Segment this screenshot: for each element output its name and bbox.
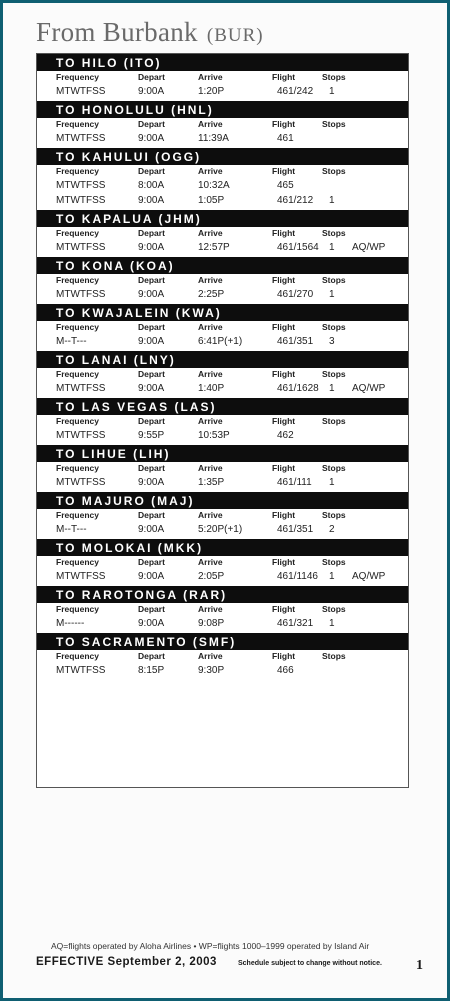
- route-section: [37, 304, 408, 351]
- flight-note: AQ/WP: [352, 571, 386, 582]
- column-header-frequency: Frequency: [56, 604, 99, 614]
- flight-row: [37, 180, 408, 195]
- flight-flight: 461/1564: [277, 242, 319, 253]
- column-header-stops: Stops: [322, 275, 346, 285]
- page-title: [36, 17, 264, 48]
- column-header-depart: Depart: [138, 557, 165, 567]
- route-heading: TO MAJURO (MAJ): [37, 492, 408, 509]
- flight-flight: 461: [277, 133, 294, 144]
- column-header-arrive: Arrive: [198, 166, 223, 176]
- schedule-disclaimer: Schedule subject to change without notice.: [238, 960, 382, 967]
- flight-frequency: MTWTFSS: [56, 242, 106, 253]
- flight-arrive: 5:20P(+1): [198, 524, 243, 535]
- column-header-stops: Stops: [322, 228, 346, 238]
- route-heading: TO HILO (ITO): [37, 54, 408, 71]
- flight-stops: 1: [329, 242, 335, 253]
- column-header-frequency: Frequency: [56, 416, 99, 426]
- route-section: [37, 101, 408, 148]
- flight-frequency: MTWTFSS: [56, 180, 106, 191]
- effective-date: EFFECTIVE September 2, 2003: [36, 956, 217, 968]
- column-header-flight: Flight: [272, 119, 296, 129]
- flight-row: [37, 665, 408, 680]
- column-header-depart: Depart: [138, 510, 165, 520]
- column-header-arrive: Arrive: [198, 119, 223, 129]
- flight-stops: 1: [329, 571, 335, 582]
- route-section: [37, 54, 408, 101]
- flight-arrive: 10:32A: [198, 180, 230, 191]
- route-section: [37, 633, 408, 680]
- flight-frequency: MTWTFSS: [56, 289, 106, 300]
- flight-arrive: 2:25P: [198, 289, 225, 300]
- flight-stops: 1: [329, 618, 335, 629]
- route-heading: TO MOLOKAI (MKK): [37, 539, 408, 556]
- column-header-flight: Flight: [272, 651, 296, 661]
- route-heading: TO RAROTONGA (RAR): [37, 586, 408, 603]
- route-heading: TO KONA (KOA): [37, 257, 408, 274]
- column-headers: [37, 118, 408, 133]
- flight-arrive: 10:53P: [198, 430, 230, 441]
- column-header-flight: Flight: [272, 369, 296, 379]
- column-headers: [37, 650, 408, 665]
- operator-footnote: AQ=flights operated by Aloha Airlines • WP=flights 1000–1999 operated by Island Air: [51, 941, 370, 951]
- flight-arrive: 12:57P: [198, 242, 230, 253]
- flight-stops: 1: [329, 195, 335, 206]
- route-heading: TO KAPALUA (JHM): [37, 210, 408, 227]
- flight-arrive: 2:05P: [198, 571, 225, 582]
- column-header-stops: Stops: [322, 72, 346, 82]
- flight-frequency: MTWTFSS: [56, 383, 106, 394]
- flight-frequency: MTWTFSS: [56, 195, 106, 206]
- flight-flight: 461/351: [277, 336, 314, 347]
- flight-stops: 2: [329, 524, 335, 535]
- column-headers: [37, 462, 408, 477]
- flight-flight: 466: [277, 665, 294, 676]
- flight-arrive: 1:05P: [198, 195, 225, 206]
- column-header-frequency: Frequency: [56, 369, 99, 379]
- column-header-depart: Depart: [138, 275, 165, 285]
- flight-note: AQ/WP: [352, 242, 386, 253]
- flight-arrive: 9:08P: [198, 618, 225, 629]
- flight-row: [37, 571, 408, 586]
- route-section: [37, 351, 408, 398]
- column-headers: [37, 274, 408, 289]
- column-header-stops: Stops: [322, 557, 346, 567]
- flight-arrive: 11:39A: [198, 133, 229, 144]
- route-section: [37, 539, 408, 586]
- column-header-stops: Stops: [322, 322, 346, 332]
- flight-depart: 9:00A: [138, 383, 165, 394]
- route-section: [37, 257, 408, 304]
- route-section: [37, 586, 408, 633]
- flight-frequency: MTWTFSS: [56, 665, 106, 676]
- column-header-depart: Depart: [138, 228, 165, 238]
- flight-flight: 461/212: [277, 195, 314, 206]
- flight-stops: 1: [329, 289, 335, 300]
- column-header-flight: Flight: [272, 557, 296, 567]
- route-heading: TO SACRAMENTO (SMF): [37, 633, 408, 650]
- column-header-arrive: Arrive: [198, 416, 223, 426]
- flight-depart: 9:00A: [138, 336, 165, 347]
- flight-row: [37, 242, 408, 257]
- flight-arrive: 1:20P: [198, 86, 225, 97]
- flight-depart: 9:00A: [138, 571, 165, 582]
- column-headers: [37, 509, 408, 524]
- route-section: [37, 398, 408, 445]
- column-header-depart: Depart: [138, 463, 165, 473]
- column-headers: [37, 71, 408, 86]
- column-header-frequency: Frequency: [56, 228, 99, 238]
- flight-row: [37, 289, 408, 304]
- route-section: [37, 445, 408, 492]
- column-header-frequency: Frequency: [56, 510, 99, 520]
- flight-arrive: 1:40P: [198, 383, 225, 394]
- route-heading: TO KAHULUI (OGG): [37, 148, 408, 165]
- column-header-stops: Stops: [322, 119, 346, 129]
- column-headers: [37, 368, 408, 383]
- flight-frequency: MTWTFSS: [56, 571, 106, 582]
- column-headers: [37, 603, 408, 618]
- column-header-arrive: Arrive: [198, 322, 223, 332]
- column-header-flight: Flight: [272, 72, 296, 82]
- column-header-flight: Flight: [272, 463, 296, 473]
- column-header-stops: Stops: [322, 369, 346, 379]
- flight-frequency: M--T---: [56, 524, 87, 535]
- flight-flight: 465: [277, 180, 294, 191]
- column-header-frequency: Frequency: [56, 166, 99, 176]
- flight-flight: 461/242: [277, 86, 314, 97]
- route-heading: TO LAS VEGAS (LAS): [37, 398, 408, 415]
- flight-row: [37, 383, 408, 398]
- flight-flight: 461/111: [277, 477, 312, 488]
- flight-flight: 461/351: [277, 524, 314, 535]
- flight-note: AQ/WP: [352, 383, 386, 394]
- column-header-depart: Depart: [138, 416, 165, 426]
- flight-flight: 461/321: [277, 618, 314, 629]
- flight-depart: 9:00A: [138, 242, 165, 253]
- flight-depart: 9:00A: [138, 477, 165, 488]
- origin-code: (BUR): [206, 25, 264, 46]
- flight-row: [37, 195, 408, 210]
- flight-flight: 461/1146: [277, 571, 318, 582]
- column-headers: [37, 556, 408, 571]
- column-header-frequency: Frequency: [56, 72, 99, 82]
- column-header-frequency: Frequency: [56, 119, 99, 129]
- column-header-arrive: Arrive: [198, 369, 223, 379]
- column-header-depart: Depart: [138, 119, 165, 129]
- column-header-stops: Stops: [322, 416, 346, 426]
- flight-depart: 8:15P: [138, 665, 165, 676]
- route-heading: TO KWAJALEIN (KWA): [37, 304, 408, 321]
- column-header-depart: Depart: [138, 72, 165, 82]
- column-header-stops: Stops: [322, 166, 346, 176]
- column-header-stops: Stops: [322, 510, 346, 520]
- flight-flight: 461/270: [277, 289, 314, 300]
- flight-depart: 9:00A: [138, 618, 165, 629]
- flight-row: [37, 133, 408, 148]
- column-header-arrive: Arrive: [198, 463, 223, 473]
- column-header-stops: Stops: [322, 651, 346, 661]
- column-header-arrive: Arrive: [198, 72, 223, 82]
- column-header-frequency: Frequency: [56, 275, 99, 285]
- flight-stops: 3: [329, 336, 335, 347]
- flight-row: [37, 477, 408, 492]
- column-header-flight: Flight: [272, 510, 296, 520]
- column-header-arrive: Arrive: [198, 651, 223, 661]
- flight-stops: 1: [329, 477, 335, 488]
- column-header-flight: Flight: [272, 166, 296, 176]
- route-section: [37, 148, 408, 210]
- route-heading: TO HONOLULU (HNL): [37, 101, 408, 118]
- column-header-flight: Flight: [272, 416, 296, 426]
- page-number: 1: [416, 958, 423, 973]
- route-heading: TO LIHUE (LIH): [37, 445, 408, 462]
- flight-depart: 9:00A: [138, 195, 165, 206]
- column-header-flight: Flight: [272, 322, 296, 332]
- flight-depart: 9:55P: [138, 430, 165, 441]
- column-header-arrive: Arrive: [198, 275, 223, 285]
- flight-row: [37, 524, 408, 539]
- column-header-stops: Stops: [322, 463, 346, 473]
- flight-depart: 8:00A: [138, 180, 165, 191]
- flight-stops: 1: [329, 383, 335, 394]
- column-headers: [37, 321, 408, 336]
- flight-frequency: M--T---: [56, 336, 87, 347]
- column-header-depart: Depart: [138, 604, 165, 614]
- column-header-arrive: Arrive: [198, 510, 223, 520]
- column-header-depart: Depart: [138, 322, 165, 332]
- flight-arrive: 9:30P: [198, 665, 225, 676]
- flight-depart: 9:00A: [138, 524, 165, 535]
- column-headers: [37, 415, 408, 430]
- column-header-arrive: Arrive: [198, 228, 223, 238]
- column-headers: [37, 227, 408, 242]
- flight-row: [37, 430, 408, 445]
- column-header-depart: Depart: [138, 369, 165, 379]
- route-section: [37, 210, 408, 257]
- flight-frequency: M------: [56, 618, 85, 629]
- flight-stops: 1: [329, 86, 335, 97]
- flight-arrive: 6:41P(+1): [198, 336, 243, 347]
- column-header-depart: Depart: [138, 651, 165, 661]
- column-header-frequency: Frequency: [56, 322, 99, 332]
- route-heading: TO LANAI (LNY): [37, 351, 408, 368]
- flight-depart: 9:00A: [138, 86, 165, 97]
- column-header-flight: Flight: [272, 228, 296, 238]
- flight-row: [37, 86, 408, 101]
- flight-row: [37, 618, 408, 633]
- column-header-frequency: Frequency: [56, 557, 99, 567]
- flight-flight: 461/1628: [277, 383, 319, 394]
- origin-city: From Burbank: [36, 17, 198, 47]
- column-header-flight: Flight: [272, 275, 296, 285]
- column-header-arrive: Arrive: [198, 557, 223, 567]
- flight-depart: 9:00A: [138, 133, 165, 144]
- column-header-stops: Stops: [322, 604, 346, 614]
- column-header-flight: Flight: [272, 604, 296, 614]
- column-header-depart: Depart: [138, 166, 165, 176]
- column-header-frequency: Frequency: [56, 651, 99, 661]
- flight-flight: 462: [277, 430, 294, 441]
- flight-frequency: MTWTFSS: [56, 133, 106, 144]
- schedule-table: [36, 53, 409, 788]
- column-header-frequency: Frequency: [56, 463, 99, 473]
- route-section: [37, 492, 408, 539]
- flight-row: [37, 336, 408, 351]
- flight-arrive: 1:35P: [198, 477, 225, 488]
- flight-frequency: MTWTFSS: [56, 477, 106, 488]
- column-header-arrive: Arrive: [198, 604, 223, 614]
- flight-frequency: MTWTFSS: [56, 430, 106, 441]
- flight-depart: 9:00A: [138, 289, 165, 300]
- flight-frequency: MTWTFSS: [56, 86, 106, 97]
- column-headers: [37, 165, 408, 180]
